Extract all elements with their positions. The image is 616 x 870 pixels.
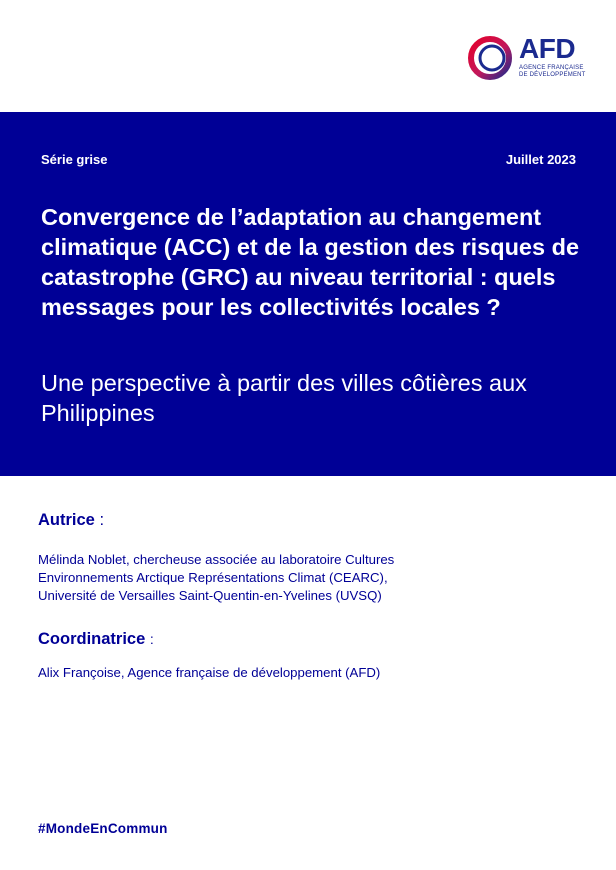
coordinator-heading-label: Coordinatrice <box>38 630 146 648</box>
document-title: Convergence de l’adaptation au changement climatique (ACC) et de la gestion des risques de catastrophe (GRC) au niveau territorial : quels messages pour les collectivités locales ? <box>41 204 580 320</box>
afd-logo <box>466 34 586 84</box>
title-band <box>0 112 616 476</box>
author-heading <box>38 511 104 530</box>
author-heading-label: Autrice <box>38 511 95 529</box>
coordinator-heading <box>38 630 154 649</box>
publication-date: Juillet 2023 <box>505 152 576 167</box>
coordinator-heading-colon: : <box>149 631 154 647</box>
author-details <box>38 551 558 605</box>
hashtag: #MondeEnCommun <box>38 821 168 836</box>
series-label: Série grise <box>41 152 108 167</box>
document-subtitle: Une perspective à partir des villes côtières aux Philippines <box>41 370 527 426</box>
coordinator-details: Alix Françoise, Agence française de développement (AFD) <box>38 665 381 680</box>
author-line: Université de Versailles Saint-Quentin-en-Yvelines (UVSQ) <box>38 588 382 603</box>
afd-logo-subtitle: AGENCE FRANÇAISE DE DÉVELOPPEMENT <box>519 65 586 78</box>
author-line: Mélinda Noblet, chercheuse associée au laboratoire Cultures <box>38 552 395 567</box>
afd-ring-icon <box>466 34 514 82</box>
author-heading-colon: : <box>99 511 105 529</box>
afd-wordmark: AFD <box>519 33 576 64</box>
author-line: Environnements Arctique Représentations Climat (CEARC), <box>38 570 388 585</box>
